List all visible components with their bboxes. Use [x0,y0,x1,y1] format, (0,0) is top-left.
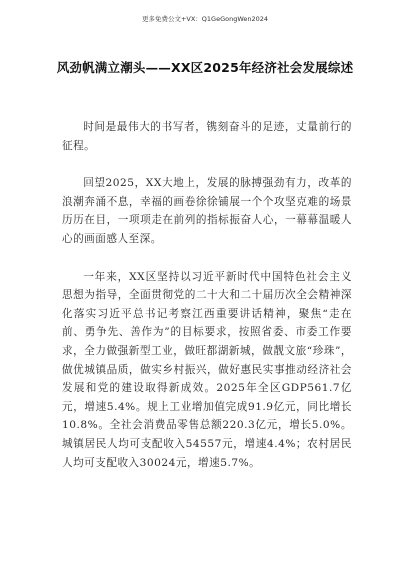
paragraph-review: 回望2025，XX大地上，发展的脉搏强劲有力，改革的浪潮奔涌不息，幸福的画卷徐徐铺展一个个攻坚克难的场景历历在目，一项项走在前列的指标振奋人心，一幕幕温暖人心的画面感人至深。 [62,177,352,245]
document-body [62,118,352,491]
header-note: 更多免费公文+VX：Q1GeGongWen2024 [141,15,269,23]
paragraph-intro: 时间是最伟大的书写者，镌刻奋斗的足迹，丈量前行的征程。 [62,121,352,152]
document-title: 风劲帆满立潮头——XX区2025年经济社会发展综述 [56,60,354,75]
paragraph-summary: 一年来，XX区坚持以习近平新时代中国特色社会主义思想为指导，全面贯彻党的二十大和二十届历次全会精神深化落实习近平总书记考察江西重要讲话精神，聚焦“走在前、勇争先、善作为”的目标要求，按照省委、市委工作要求，全力做强新型工业，做旺都湖新城，做靓文旅“珍珠”，做优城镇品质，做实乡村振兴，做好惠民实事推动经济社会发展和党的建设取得新成效。2025年全区GDP561.7亿元，增速5.4%。规上工业增加值完成91.9亿元，同比增长10.8%。全社会消费品零售总额220.3亿元，增长5.0%。城镇居民人均可支配收入54557元，增速4.4%；农村居民人均可支配收入30024元，增速5.7%。 [62,270,352,469]
